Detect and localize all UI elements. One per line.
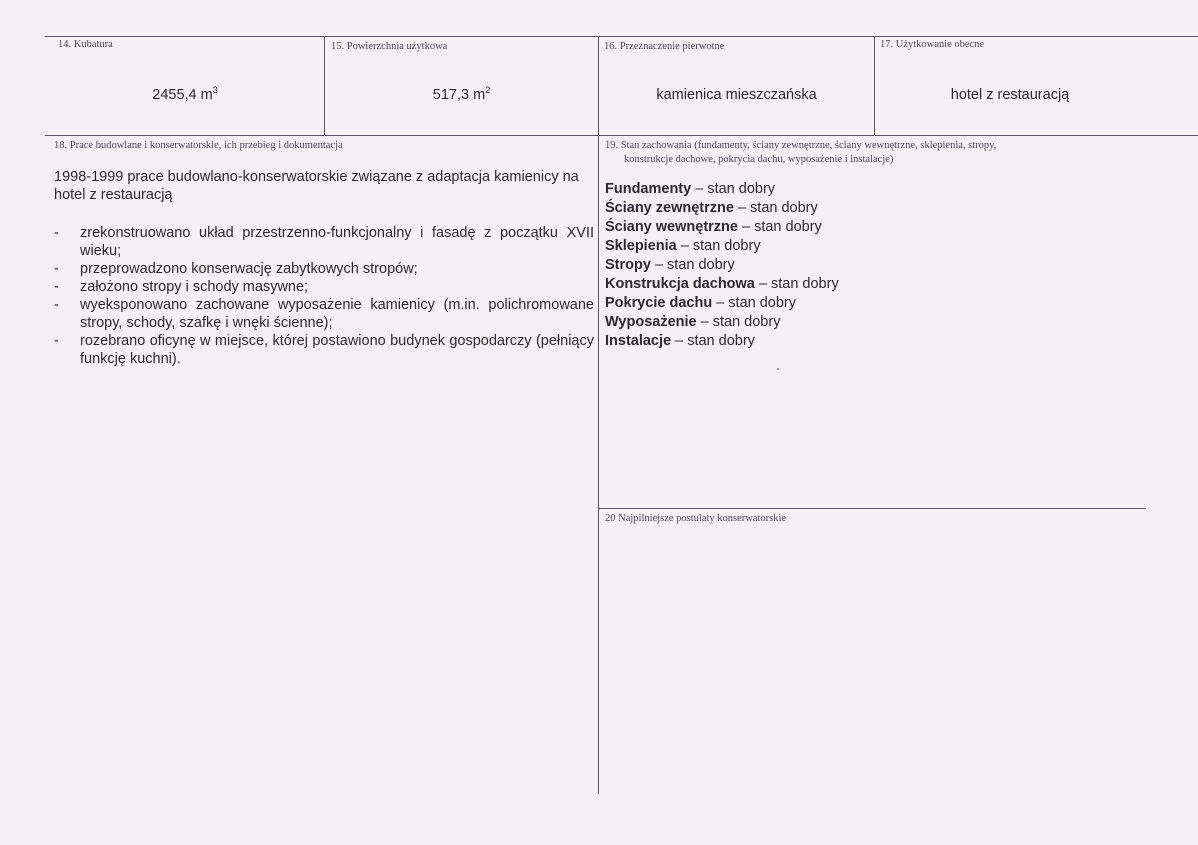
bullet-dash: -	[54, 225, 59, 241]
condition-row-wyposazenie	[605, 313, 839, 332]
list-item	[54, 296, 594, 332]
condition-status: – stan dobry	[650, 257, 735, 273]
col-divider-2	[598, 36, 599, 794]
condition-row-fundamenty	[605, 180, 839, 199]
bullet-dash: -	[54, 261, 59, 277]
section-label-line2: konstrukcje dachowe, pokrycia dachu, wyposażenie i instalacje)	[624, 154, 894, 165]
scan-speck	[777, 368, 779, 370]
condition-status: – stan dobry	[737, 219, 822, 235]
top-border	[45, 36, 1198, 37]
condition-list	[605, 180, 839, 351]
list-item	[54, 332, 594, 368]
condition-name: Ściany wewnętrzne	[605, 219, 738, 235]
cell-label: 15. Powierzchnia użytkowa	[331, 41, 448, 52]
cell-value: hotel z restauracją	[950, 87, 1070, 103]
list-item	[54, 278, 594, 296]
row-divider	[45, 135, 1198, 136]
condition-status: – stan dobry	[696, 314, 781, 330]
condition-status: – stan dobry	[712, 295, 797, 311]
cell-value	[325, 86, 598, 104]
unit-superscript: 2	[485, 85, 491, 95]
section-label: 18. Prace budowlane i konserwatorskie, ich przebieg i dokumentacja	[54, 140, 343, 151]
list-item-text: wyeksponowano zachowane wyposażenie kamienicy (m.in. polichromowane stropy, schody, szafkę i wnęki ścienne);	[80, 297, 594, 331]
condition-row-konstrukcja-dachowa	[605, 275, 839, 294]
works-list	[54, 224, 594, 368]
section-label-line1: 19. Stan zachowania (fundamenty, ściany zewnętrzne, ściany wewnętrzne, sklepienia, stropy,	[605, 140, 997, 151]
cell-value-text: 2455,4 m	[152, 87, 213, 103]
list-item	[54, 224, 594, 260]
bullet-dash: -	[54, 279, 59, 295]
cell-label: 14. Kubatura	[58, 39, 113, 50]
list-item-text: założono stropy i schody masywne;	[80, 279, 309, 295]
bullet-dash: -	[54, 297, 59, 313]
condition-name: Konstrukcja dachowa	[605, 276, 755, 292]
cell-value-text: 517,3 m	[432, 87, 486, 103]
cell-label: 17. Użytkowanie obecne	[880, 39, 985, 50]
cell-value	[46, 86, 324, 104]
condition-status: – stan dobry	[733, 200, 818, 216]
list-item-text: przeprowadzono konserwację zabytkowych stropów;	[80, 261, 418, 277]
condition-row-stropy	[605, 256, 839, 275]
condition-row-sciany-wewnetrzne	[605, 218, 839, 237]
cell-label: 16. Przeznaczenie pierwotne	[604, 41, 725, 52]
unit-superscript: 3	[212, 85, 218, 95]
condition-row-sklepienia	[605, 237, 839, 256]
condition-status: – stan dobry	[691, 181, 776, 197]
bullet-dash: -	[54, 333, 59, 349]
condition-name: Wyposażenie	[605, 314, 697, 330]
section-label: 20 Najpilniejsze postulaty konserwatorskie	[605, 513, 787, 524]
condition-row-sciany-zewnetrzne	[605, 199, 839, 218]
condition-row-pokrycie-dachu	[605, 294, 839, 313]
cell-value: kamienica mieszczańska	[656, 87, 817, 103]
condition-name: Pokrycie dachu	[605, 295, 713, 311]
condition-name: Fundamenty	[605, 181, 692, 197]
condition-status: – stan dobry	[671, 333, 755, 349]
condition-status: – stan dobry	[676, 238, 761, 254]
condition-name: Ściany zewnętrzne	[605, 200, 734, 216]
list-item	[54, 260, 594, 278]
list-item-text: rozebrano oficynę w miejsce, której postawiono budynek gospodarczy (pełniący funkcję kuchni).	[80, 333, 594, 367]
section20-top-border	[598, 508, 1146, 509]
condition-name: Stropy	[605, 257, 651, 273]
condition-name: Instalacje	[605, 333, 672, 349]
condition-row-instalacje	[605, 332, 839, 351]
condition-name: Sklepienia	[605, 238, 677, 254]
section18-intro: 1998-1999 prace budowlano-konserwatorskie związane z adaptacja kamienicy na hotel z restauracją	[54, 169, 579, 203]
list-item-text: zrekonstruowano układ przestrzenno-funkcjonalny i fasadę z początku XVII wieku;	[80, 225, 594, 259]
condition-status: – stan dobry	[754, 276, 839, 292]
